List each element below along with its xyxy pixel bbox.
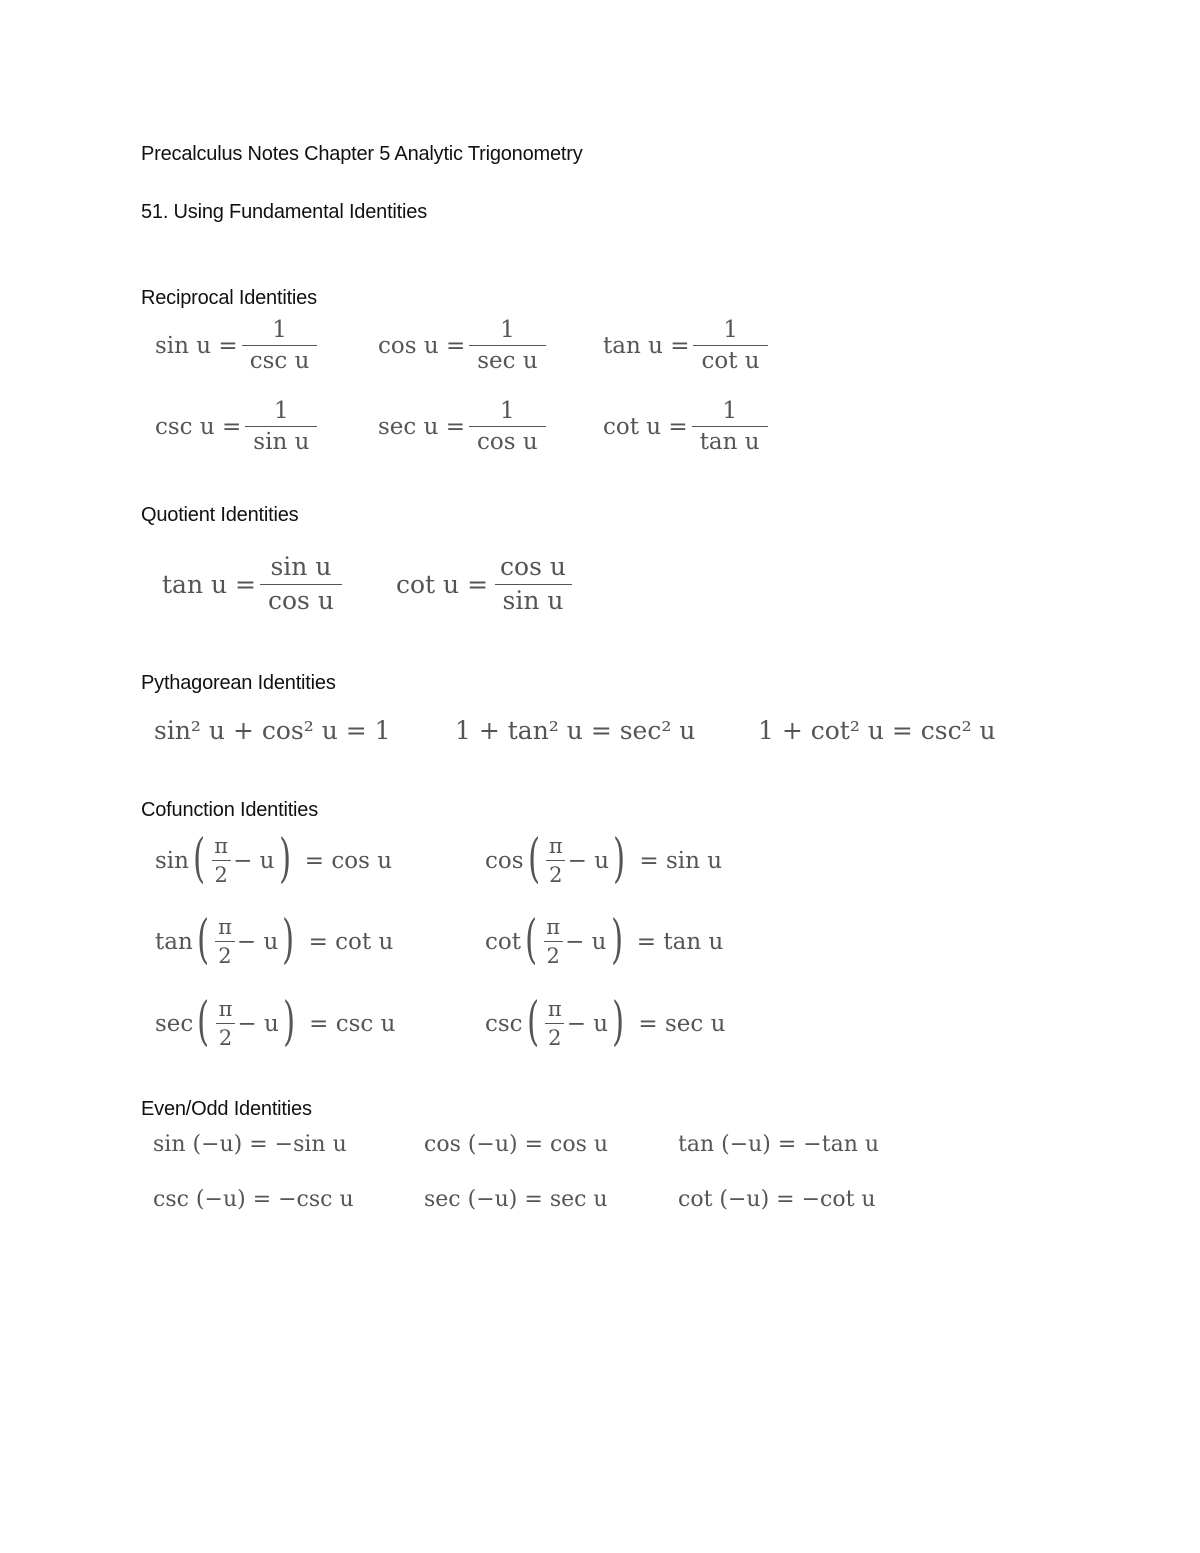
denominator: 2 [545, 1023, 564, 1050]
numerator: sin u [270, 552, 332, 581]
function-name: cos [485, 847, 524, 874]
denominator: sin u [495, 584, 572, 616]
left-paren: ( [527, 828, 540, 889]
denominator: 2 [216, 1023, 235, 1050]
minus-u: − u [567, 847, 610, 874]
function-name: tan [155, 928, 193, 955]
left-paren: ( [196, 909, 210, 970]
minus-u: − u [233, 847, 275, 874]
reciprocal-identity [155, 317, 321, 375]
denominator: 2 [546, 860, 565, 887]
fraction [469, 398, 546, 456]
cofunction-identity [485, 828, 723, 889]
denominator: 2 [215, 941, 234, 968]
rhs: = csc u [309, 1010, 396, 1037]
pythagorean-heading: Pythagorean Identities [141, 672, 336, 694]
pi-over-two [543, 915, 563, 968]
fraction [469, 317, 545, 375]
reciprocal-identity [378, 317, 550, 375]
numerator: 1 [500, 317, 515, 343]
numerator: π [218, 915, 232, 939]
cofunction-identity [155, 828, 393, 889]
fraction [492, 553, 574, 616]
denominator: csc u [242, 345, 318, 374]
reciprocal-identity [603, 398, 772, 456]
cofunction-identity [155, 909, 394, 970]
even-odd-identity: tan (−u) = −tan u [678, 1132, 880, 1157]
lhs: cot u = [603, 413, 688, 440]
denominator: tan u [692, 426, 768, 455]
lhs: tan u = [603, 332, 690, 359]
pi-over-two [546, 834, 566, 887]
pi-over-two [215, 915, 235, 968]
even-odd-identity: sec (−u) = sec u [424, 1187, 608, 1212]
left-paren: ( [526, 991, 539, 1052]
cofunction-identity [155, 991, 396, 1052]
rhs: = cot u [308, 928, 394, 955]
right-paren: ) [282, 909, 295, 970]
cofunction-heading: Cofunction Identities [141, 799, 319, 821]
denominator: cot u [693, 345, 767, 374]
numerator: 1 [274, 398, 289, 424]
right-paren: ) [278, 828, 291, 889]
reciprocal-heading: Reciprocal Identities [141, 287, 317, 309]
pythagorean-identity: sin² u + cos² u = 1 [154, 716, 391, 745]
function-name: sec [155, 1010, 194, 1037]
lhs: cos u = [378, 332, 466, 359]
lhs: cot u = [396, 569, 489, 599]
denominator: sin u [245, 426, 317, 455]
left-paren: ( [525, 909, 538, 970]
right-paren: ) [613, 828, 626, 889]
lhs: tan u = [162, 569, 256, 599]
numerator: π [546, 915, 561, 939]
lhs: sin u = [155, 332, 238, 359]
even-odd-identity: cot (−u) = −cot u [678, 1187, 876, 1212]
left-paren: ( [197, 991, 210, 1052]
denominator: 2 [212, 860, 231, 887]
even-odd-identity: cos (−u) = cos u [424, 1132, 609, 1157]
even-odd-identity: sin (−u) = −sin u [153, 1132, 347, 1157]
pi-over-two [211, 834, 231, 887]
function-name: csc [485, 1010, 523, 1037]
numerator: π [547, 997, 562, 1021]
pythagorean-identity: 1 + tan² u = sec² u [455, 716, 696, 745]
section-title: 51. Using Fundamental Identities [141, 201, 427, 223]
minus-u: − u [236, 928, 279, 955]
lhs: csc u = [155, 413, 242, 440]
minus-u: − u [237, 1010, 279, 1037]
denominator: cos u [260, 584, 342, 616]
numerator: π [548, 834, 563, 858]
function-name: cot [485, 928, 521, 955]
minus-u: − u [565, 928, 607, 955]
right-paren: ) [612, 991, 625, 1052]
numerator: 1 [272, 317, 287, 343]
even-odd-identity: csc (−u) = −csc u [153, 1187, 354, 1212]
fraction [692, 398, 768, 456]
fraction [260, 553, 342, 616]
pythagorean-identity: 1 + cot² u = csc² u [758, 716, 996, 745]
numerator: 1 [722, 398, 737, 424]
numerator: 1 [500, 398, 515, 424]
lhs: sec u = [378, 413, 466, 440]
function-name: sin [155, 847, 189, 874]
numerator: π [214, 834, 229, 858]
left-paren: ( [193, 828, 206, 889]
rhs: = sin u [639, 847, 723, 874]
denominator: cos u [469, 426, 546, 455]
rhs: = tan u [636, 928, 724, 955]
cofunction-identity [485, 991, 726, 1052]
reciprocal-identity [155, 398, 321, 456]
quotient-heading: Quotient Identities [141, 504, 299, 526]
numerator: cos u [500, 552, 566, 581]
reciprocal-identity [603, 317, 772, 375]
quotient-identity [162, 553, 346, 616]
quotient-identity [396, 553, 578, 616]
denominator: 2 [544, 941, 563, 968]
numerator: π [218, 997, 233, 1021]
document-title: Precalculus Notes Chapter 5 Analytic Trigonometry [141, 143, 583, 165]
numerator: 1 [723, 317, 738, 343]
right-paren: ) [610, 909, 623, 970]
minus-u: − u [566, 1010, 609, 1037]
rhs: = cos u [304, 847, 393, 874]
reciprocal-identity [378, 398, 550, 456]
pi-over-two [545, 997, 565, 1050]
fraction [245, 398, 317, 456]
fraction [693, 317, 767, 375]
right-paren: ) [282, 991, 296, 1052]
cofunction-identity [485, 909, 724, 970]
denominator: sec u [469, 345, 545, 374]
even-odd-heading: Even/Odd Identities [141, 1098, 312, 1120]
pi-over-two [216, 997, 236, 1050]
fraction [242, 317, 318, 375]
rhs: = sec u [638, 1010, 726, 1037]
